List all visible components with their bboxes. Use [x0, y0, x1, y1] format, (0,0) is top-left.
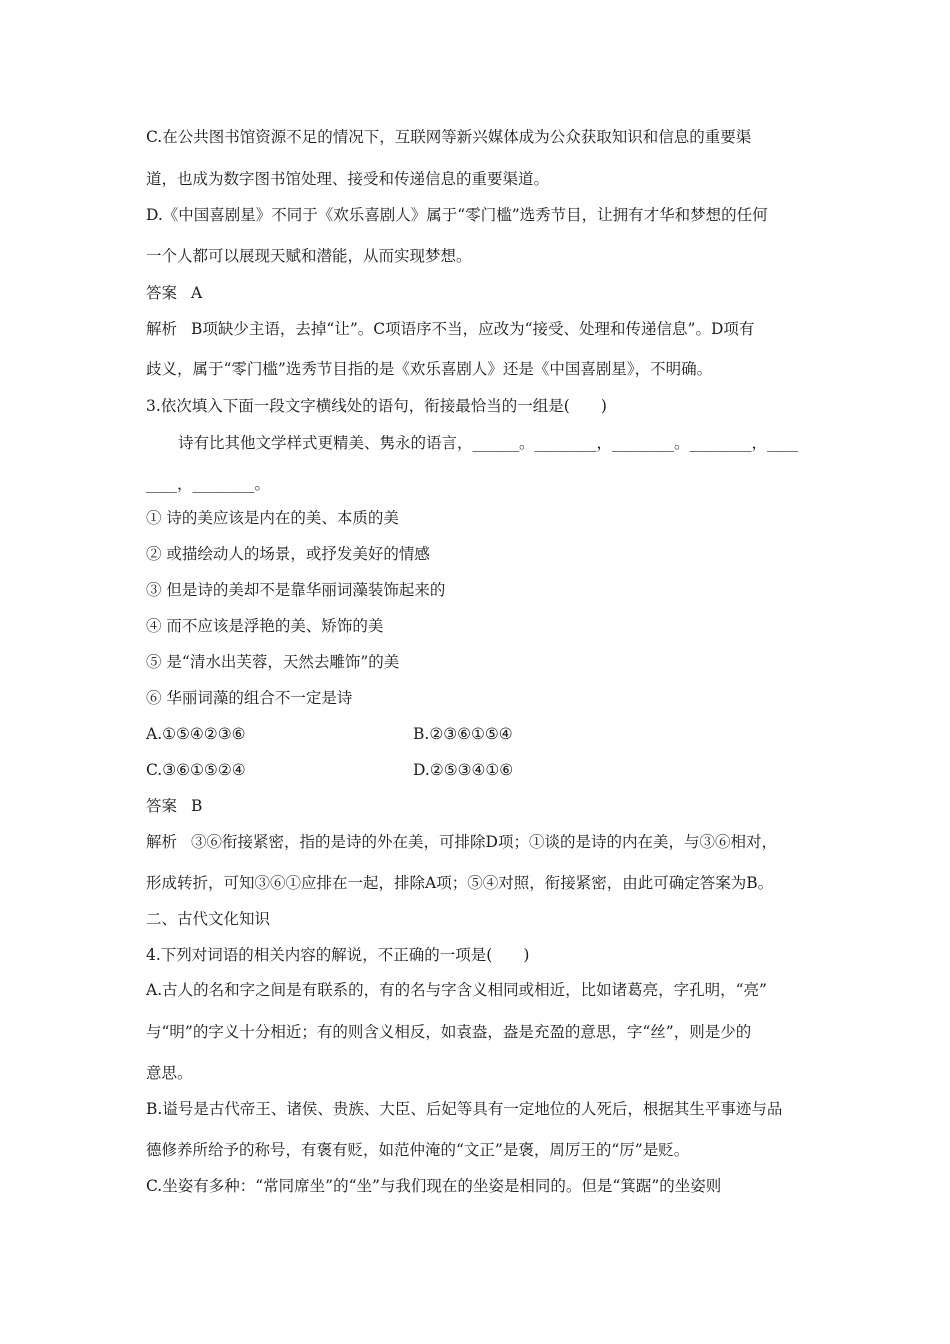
q2-option-c-line2: 道，也成为数字图书馆处理、接受和传递信息的重要渠道。	[146, 170, 550, 188]
q4-option-a-line3: 意思。	[146, 1064, 193, 1082]
q2-option-d-line2: 一个人都可以展现天赋和潜能，从而实现梦想。	[146, 247, 472, 265]
q3-stem: 3.依次填入下面一段文字横线处的语句，衔接最恰当的一组是( )	[146, 397, 607, 415]
q3-option-c: C.③⑥①⑤②④	[146, 761, 246, 779]
q2-answer	[146, 283, 202, 303]
section-heading: 二、古代文化知识	[146, 910, 271, 928]
q2-explanation-line2: 歧义，属于“零门槛”选秀节目指的是《欢乐喜剧人》还是《中国喜剧星》，不明确。	[146, 360, 713, 378]
answer-label: 答案	[146, 797, 178, 815]
answer-label: 答案	[146, 284, 178, 302]
q4-option-c-line1: C.坐姿有多种：“常同席坐”的“坐”与我们现在的坐姿是相同的。但是“箕踞”的坐姿则	[146, 1177, 722, 1195]
q3-sentence-6: ⑥ 华丽词藻的组合不一定是诗	[146, 689, 353, 707]
q4-option-a-line2: 与“明”的字义十分相近；有的则含义相反，如袁盎，盎是充盈的意思，字“丝”，则是少的	[146, 1023, 752, 1041]
q3-answer	[146, 796, 202, 816]
answer-value: A	[191, 284, 203, 302]
q4-option-b-line2: 德修养所给予的称号，有褒有贬，如范仲淹的“文正”是褒，周厉王的“厉”是贬。	[146, 1141, 690, 1159]
q3-sentence-5: ⑤ 是“清水出芙蓉，天然去雕饰”的美	[146, 653, 400, 671]
q3-option-d: D.②⑤③④①⑥	[413, 761, 514, 779]
q3-passage-line1: 诗有比其他文学样式更精美、隽永的语言，______。________，________。________，____	[178, 434, 799, 452]
q3-explanation-line2: 形成转折，可知③⑥①应排在一起，排除A项；⑤④对照，衔接紧密，由此可确定答案为B。	[146, 874, 774, 892]
q4-option-b-line1: B.谥号是古代帝王、诸侯、贵族、大臣、后妃等具有一定地位的人死后，根据其生平事迹与品	[146, 1100, 783, 1118]
q3-explanation-line1	[146, 832, 777, 852]
q3-passage-line2: ____，________。	[146, 475, 271, 493]
explanation-text: ③⑥衔接紧密，指的是诗的外在美，可排除D项；①谈的是诗的内在美，与③⑥相对，	[191, 833, 777, 851]
explanation-label: 解析	[146, 833, 178, 851]
q4-option-a-line1: A.古人的名和字之间是有联系的，有的名与字含义相同或相近，比如诸葛亮，字孔明，“亮”	[146, 981, 767, 999]
q3-sentence-1: ① 诗的美应该是内在的美、本质的美	[146, 509, 399, 527]
q2-option-c-line1: C.在公共图书馆资源不足的情况下，互联网等新兴媒体成为公众获取知识和信息的重要渠	[146, 128, 752, 146]
q3-sentence-2: ② 或描绘动人的场景，或抒发美好的情感	[146, 545, 430, 563]
q3-option-b: B.②③⑥①⑤④	[413, 725, 513, 743]
q2-option-d-line1: D.《中国喜剧星》不同于《欢乐喜剧人》属于“零门槛”选秀节目，让拥有才华和梦想的任何	[146, 206, 768, 224]
q2-explanation-line1	[146, 319, 754, 339]
answer-value: B	[191, 797, 203, 815]
q3-option-a: A.①⑤④②③⑥	[146, 725, 246, 743]
q4-stem: 4.下列对词语的相关内容的解说，不正确的一项是( )	[146, 946, 530, 964]
explanation-text: B项缺少主语，去掉“让”。C项语序不当，应改为“接受、处理和传递信息”。D项有	[191, 320, 755, 338]
explanation-label: 解析	[146, 320, 178, 338]
q3-sentence-3: ③ 但是诗的美却不是靠华丽词藻装饰起来的	[146, 581, 446, 599]
q3-sentence-4: ④ 而不应该是浮艳的美、矫饰的美	[146, 617, 384, 635]
